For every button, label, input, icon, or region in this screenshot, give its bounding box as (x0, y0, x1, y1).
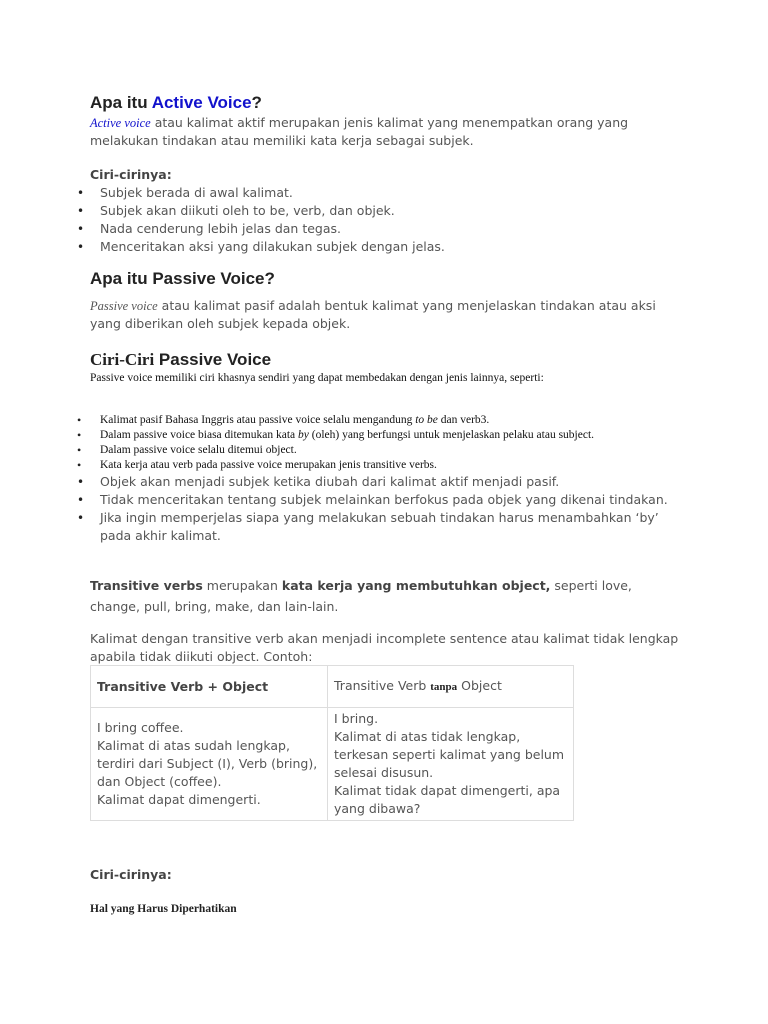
ciri-ciri-list (90, 413, 670, 545)
transitive-verb-table (90, 665, 574, 821)
ciri-ciri-heading: Ciri-Ciri Passive Voice (90, 350, 272, 369)
active-features-label: Ciri-cirinya: (90, 167, 172, 182)
list-item: • Subjek berada di awal kalimat. (90, 184, 680, 202)
transitive-verbs-paragraph: Transitive verbs merupakan kata kerja yang membutuhkan object, seperti love, change, pull, bring, make, dan lain-lain. (90, 578, 632, 614)
list-item: • Kalimat pasif Bahasa Inggris atau passive voice selalu mengandung to be dan verb3. (90, 413, 670, 428)
passive-voice-term: Passive voice (90, 299, 158, 313)
note-title: Hal yang Harus Diperhatikan (90, 903, 237, 915)
passive-voice-intro: Passive voice atau kalimat pasif adalah bentuk kalimat yang menjelaskan tindakan atau aksi yang diberikan oleh subjek kepada objek. (90, 298, 656, 331)
active-voice-link[interactable]: Active Voice (151, 93, 252, 112)
passive-voice-heading: Apa itu Passive Voice? (90, 269, 275, 288)
table-header-cell: Transitive Verb + Object (91, 666, 328, 708)
list-item: • Subjek akan diikuti oleh to be, verb, dan objek. (90, 202, 680, 220)
list-item: • Dalam passive voice selalu ditemui object. (90, 443, 670, 458)
list-item: • Jika ingin memperjelas siapa yang melakukan sebuah tindakan harus menambahkan ‘by’ pada akhir kalimat. (90, 509, 670, 545)
active-features-list (90, 184, 680, 256)
list-item: • Objek akan menjadi subjek ketika diubah dari kalimat aktif menjadi pasif. (90, 473, 670, 491)
ciri-ciri-intro: Passive voice memiliki ciri khasnya sendiri yang dapat membedakan dengan jenis lainnya, seperti: (90, 372, 544, 384)
table-cell: I bring coffee. Kalimat di atas sudah lengkap, terdiri dari Subject (I), Verb (bring), dan Object (coffee). Kalimat dapat dimengerti. (91, 708, 328, 821)
table-row (91, 708, 574, 821)
list-item: • Menceritakan aksi yang dilakukan subjek dengan jelas. (90, 238, 680, 256)
list-item: • Dalam passive voice biasa ditemukan kata by (oleh) yang berfungsi untuk menjelaskan pelaku atau subject. (90, 428, 670, 443)
table-header-cell: Transitive Verb tanpa Object (328, 666, 574, 708)
list-item: • Nada cenderung lebih jelas dan tegas. (90, 220, 680, 238)
list-item: • Tidak menceritakan tentang subjek melainkan berfokus pada objek yang dikenai tindakan. (90, 491, 670, 509)
active-voice-intro: Active voice atau kalimat aktif merupakan jenis kalimat yang menempatkan orang yang melakukan tindakan atau memiliki kata kerja sebagai subjek. (90, 115, 629, 148)
active-voice-heading: Apa itu Active Voice? (90, 93, 262, 112)
list-item: • Kata kerja atau verb pada passive voice merupakan jenis transitive verbs. (90, 458, 670, 473)
transitive-verbs-paragraph-2: Kalimat dengan transitive verb akan menjadi incomplete sentence atau kalimat tidak lengkap apabila tidak diikuti object. Contoh: (90, 631, 679, 664)
active-voice-term-link[interactable]: Active voice (90, 116, 151, 130)
footer-features-label: Ciri-cirinya: (90, 867, 172, 882)
table-row (91, 666, 574, 708)
table-cell: I bring. Kalimat di atas tidak lengkap, terkesan seperti kalimat yang belum selesai disusun. Kalimat tidak dapat dimengerti, apa yang dibawa? (328, 708, 574, 821)
